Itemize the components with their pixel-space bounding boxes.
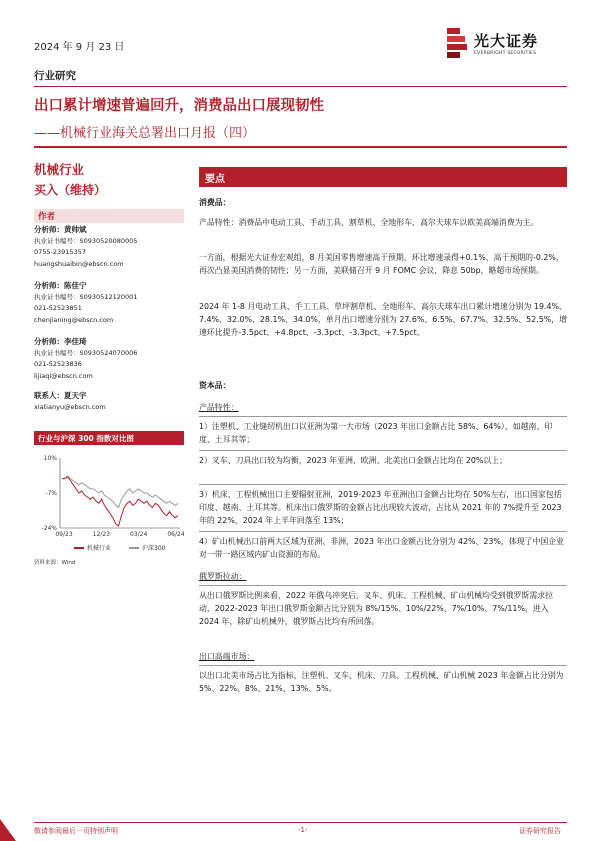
x-tick-label: 03/24 xyxy=(130,531,148,538)
capital-feature: 2）叉车、刀具出口较为均衡，2023 年亚洲、欧洲、北美出口金额占比均在 20%以上； xyxy=(199,456,508,465)
brand-logo-icon xyxy=(447,28,469,58)
capital-feature-label: 产品特性： xyxy=(199,403,239,412)
capital-heading: 资本品： xyxy=(199,381,231,390)
title-divider xyxy=(34,146,567,148)
russia-paragraph: 从出口俄罗斯比例来看，2022 年俄乌冲突后，叉车、机床、工程机械、矿山机械均受到俄罗斯需求拉动，2022-2023 年出口俄罗斯金额占比分别为 8%/15%、10%/22%、7%/10%、7%/11%，进入 2024 年，除矿山机械外，俄罗斯占比均有所回落。 xyxy=(199,591,553,626)
highend-label: 出口高端市场： xyxy=(199,652,255,661)
report-category: 行业研究 xyxy=(34,70,76,82)
authors-heading-label: 作者 xyxy=(38,212,56,222)
report-type: 证券研究报告 xyxy=(519,827,561,835)
contact-block xyxy=(34,390,184,413)
y-tick-label: -24% xyxy=(41,525,57,532)
x-tick-label: 12/23 xyxy=(92,531,110,538)
highend-paragraph: 以出口北美市场占比为指标，注塑机、叉车、机床、刀具、工程机械、矿山机械 2023 年金额占比分别为 5%、22%、8%、21%、13%、5%。 xyxy=(199,671,564,693)
analyst-email[interactable]: lijiaqi@ebscn.com xyxy=(34,371,93,380)
chart-heading-label: 行业与沪深 300 指数对比图 xyxy=(38,433,134,443)
y-tick-label: 10% xyxy=(43,455,57,462)
brand-name-en: EVERBRIGHT SECURITIES xyxy=(474,51,537,56)
analyst-block xyxy=(34,280,184,326)
analyst-email[interactable]: huangshuaibin@ebscn.com xyxy=(34,259,124,268)
chart-source: 资料来源：Wind xyxy=(34,560,76,566)
russia-label: 俄罗斯拉动： xyxy=(199,572,247,581)
analyst-block xyxy=(34,336,184,382)
authors-heading xyxy=(34,209,184,223)
summary-heading xyxy=(199,167,567,187)
analyst-phone: 021-52523851 xyxy=(34,304,82,313)
analyst-role: 分析师： xyxy=(34,281,64,290)
analyst-name: 李佳琦 xyxy=(64,337,87,346)
report-subtitle: ——机械行业海关总署出口月报（四） xyxy=(34,126,256,141)
section-divider xyxy=(199,531,567,532)
analyst-phone: 021-52523836 xyxy=(34,360,82,369)
brand-name: 光大证券 xyxy=(474,32,539,50)
analyst-role: 分析师： xyxy=(34,337,64,346)
legend-label: 机械行业 xyxy=(87,545,112,552)
section-divider xyxy=(199,416,567,417)
footer-disclaimer[interactable]: 敬请参阅最后一页特别声明 xyxy=(34,827,118,835)
section-divider xyxy=(199,484,567,485)
analyst-email[interactable]: chenjianing@ebscn.com xyxy=(34,315,114,324)
x-tick-label: 09/23 xyxy=(55,531,73,538)
section-divider xyxy=(199,450,567,451)
investment-rating: 买入（维持） xyxy=(34,183,107,197)
report-title: 出口累计增速普遍回升，消费品出口展现韧性 xyxy=(34,98,324,114)
analyst-name: 陈佳宁 xyxy=(64,281,87,290)
summary-heading-label: 要点 xyxy=(205,174,225,185)
analyst-phone: 0755-23915357 xyxy=(34,248,86,257)
analyst-name: 黄帅斌 xyxy=(64,225,87,234)
footer-divider xyxy=(34,822,567,823)
consumer-paragraph: 一方面，根据光大证券宏观组，8 月美国零售增速高于预期，环比增速录得+0.1%，高于预期的-0.2%，再次凸显美国消费的韧性；另一方面，美联储召开 9 月 FOMC 会议，降息 50bp，略超市场预期。 xyxy=(199,253,564,275)
chart-heading xyxy=(34,431,184,445)
capital-feature: 1）注塑机、工业缝纫机出口以亚洲为第一大市场（2023 年出口金额占比 58%、64%），如越南、印度、土耳其等； xyxy=(199,422,553,444)
footer-corner-decoration xyxy=(0,819,16,841)
analyst-role: 分析师： xyxy=(34,225,64,234)
analyst-cert: 执业证书编号：S0930524070006 xyxy=(34,349,138,358)
consumer-paragraph: 产品特性：消费品中电动工具、手动工具、割草机、全地形车、高尔夫球车以欧美高端消费为主。 xyxy=(199,218,539,227)
capital-feature: 4）矿山机械出口前两大区域为亚洲、非洲，2023 年出口金额占比分别为 42%、23%，体现了中国企业对一带一路区域内矿山资源的布局。 xyxy=(199,537,565,559)
analyst-block xyxy=(34,224,184,270)
contact-email[interactable]: xiatianyu@ebscn.com xyxy=(34,403,106,412)
report-date: 2024 年 9 月 23 日 xyxy=(34,42,125,53)
legend-label: 沪深300 xyxy=(142,545,166,552)
industry-name: 机械行业 xyxy=(34,162,85,177)
analyst-cert: 执业证书编号：S0930512120001 xyxy=(34,293,138,302)
index-comparison-chart xyxy=(34,450,184,568)
consumer-paragraph: 2024 年 1-8 月电动工具、手工工具、草坪割草机、全地形车、高尔夫球车出口累计增速分别为 19.4%、7.4%、32.0%、28.1%、34.0%，单月出口增速分别为 27.6%、6.5%、67.7%、32.5%、52.5%，增速环比提升-3.5pct、+4.8pct、-3.3pct、-3.3pct、+7.5pct。 xyxy=(199,302,567,337)
series-line xyxy=(62,477,178,508)
x-tick-label: 06/24 xyxy=(167,531,184,538)
analyst-cert: 执业证书编号：S0930520080005 xyxy=(34,237,138,246)
contact-name: 夏天宇 xyxy=(64,391,87,400)
header-divider xyxy=(34,86,567,87)
capital-feature: 3）机床、工程机械出口主要辐射亚洲，2019-2023 年亚洲出口金额占比均在 50%左右，出口国家包括印度、越南、土耳其等。机床出口俄罗斯的金额占比出现较大波动，占比从 2021 年的 7%提升至 2023 年的 22%，2024 年上半年回落至 13%； xyxy=(199,490,562,525)
page-number: -1- xyxy=(298,826,308,834)
y-tick-label: -7% xyxy=(45,490,57,497)
section-divider xyxy=(199,585,567,586)
consumer-heading: 消费品： xyxy=(199,198,231,207)
contact-role: 联系人： xyxy=(34,391,64,400)
chart-svg xyxy=(34,450,184,558)
section-divider xyxy=(199,665,567,666)
